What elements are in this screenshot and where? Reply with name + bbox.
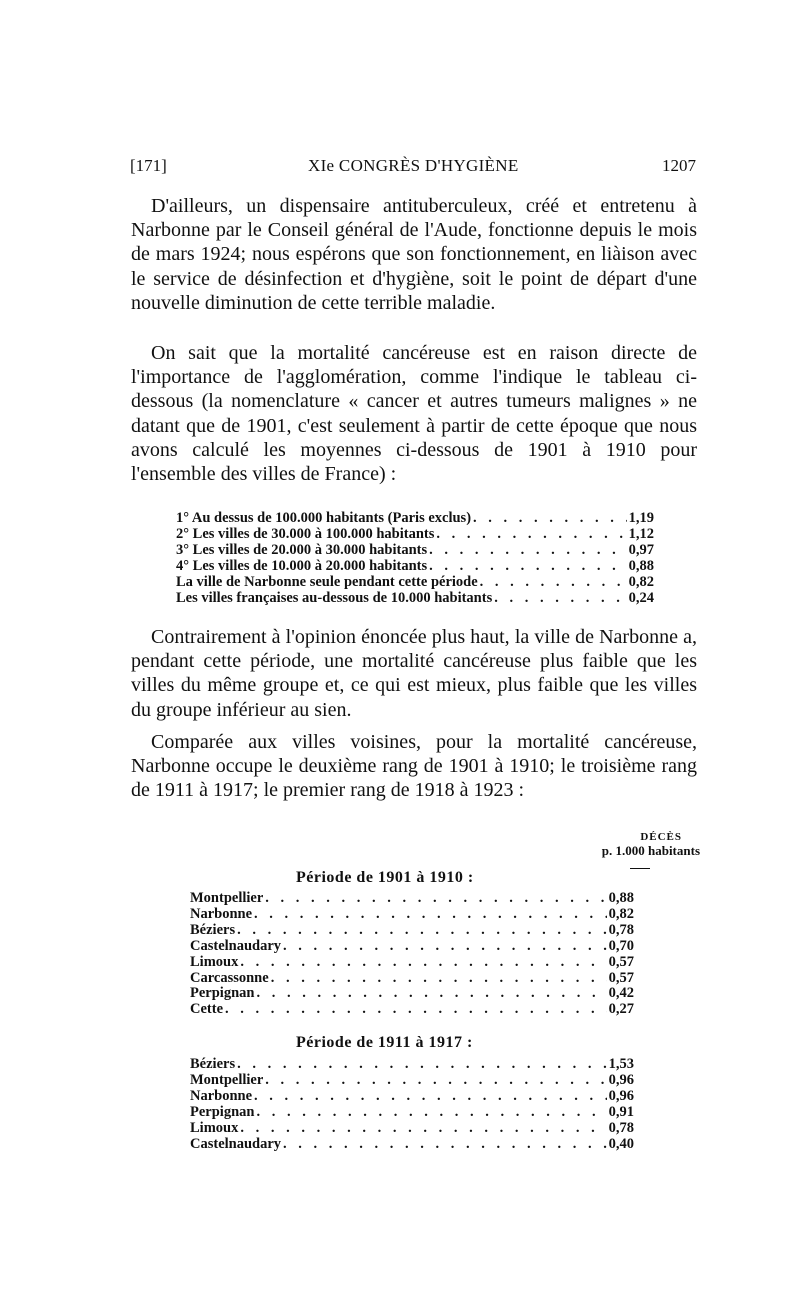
table-row: Narbonne . . . 0,82 <box>190 907 634 923</box>
deces-label: DÉCÈS <box>640 831 682 843</box>
france-mortality-table <box>176 511 654 606</box>
table-row: Narbonne . . . 0,96 <box>190 1089 634 1105</box>
deces-divider <box>630 868 650 869</box>
table-row: Cette . . . 0,27 <box>190 1002 634 1018</box>
deces-unit: p. 1.000 habitants <box>601 843 700 858</box>
table-row: Les villes françaises au-dessous de 10.000 habitants . . . 0,24 <box>176 591 654 607</box>
header-page-number: 1207 <box>662 156 696 175</box>
table-row: 1° Au dessus de 100.000 habitants (Paris exclus) . . . 1,19 <box>176 511 654 527</box>
period-1911-1917-table <box>190 1057 634 1152</box>
period-1901-1910-title: Période de 1901 à 1910 : <box>296 869 474 886</box>
table-row: Béziers . . . 0,78 <box>190 923 634 939</box>
table-row: Perpignan . . . 0,91 <box>190 1105 634 1121</box>
period-1901-1910-table <box>190 891 634 1018</box>
table-row: Perpignan . . . 0,42 <box>190 986 634 1002</box>
table-row: Carcassonne . . . 0,57 <box>190 971 634 987</box>
deces-column-header <box>540 830 700 872</box>
table-row: 2° Les villes de 30.000 à 100.000 habitants . . . 1,12 <box>176 527 654 543</box>
header-page-ref: [171] <box>130 156 167 175</box>
table-row: Limoux . . . 0,57 <box>190 955 634 971</box>
table-row: Castelnaudary . . . 0,70 <box>190 939 634 955</box>
paragraph-mortalite: On sait que la mortalité cancéreuse est en raison directe de l'importance de l'agglomération, comme l'indique le tableau ci-dessous (la nomenclature « cancer et autres tumeurs malignes » ne datant que de 1901, c'est seulement à partir de cette époque que nous avons calculé les moyennes ci-dessous de 1901 à 1910 pour l'ensemble des villes de France) : <box>131 342 697 486</box>
table-row: 3° Les villes de 20.000 à 30.000 habitants . . . 0,97 <box>176 543 654 559</box>
table-row: Béziers . . . 1,53 <box>190 1057 634 1073</box>
table-row: Montpellier . . . 0,88 <box>190 891 634 907</box>
paragraph-contrairement: Contrairement à l'opinion énoncée plus haut, la ville de Narbonne a, pendant cette période, une mortalité cancéreuse plus faible que les villes du même groupe et, ce qui est mieux, plus faible que les villes du groupe inférieur au sien. <box>131 626 697 721</box>
table-row: Montpellier . . . 0,96 <box>190 1073 634 1089</box>
period-1911-1917-title: Période de 1911 à 1917 : <box>296 1034 473 1051</box>
table-row: Castelnaudary . . . 0,40 <box>190 1137 634 1153</box>
page-header <box>130 156 696 180</box>
table-row: 4° Les villes de 10.000 à 20.000 habitants . . . 0,88 <box>176 559 654 575</box>
paragraph-dispensaire: D'ailleurs, un dispensaire antituberculeux, créé et entretenu à Narbonne par le Conseil général de l'Aude, fonctionne depuis le mois de mars 1924; nous espérons que son fonctionnement, en liàison avec le service de désinfection et d'hygiène, soit le point de départ d'une nouvelle diminution de cette terrible maladie. <box>131 195 697 314</box>
header-title: XIe CONGRÈS D'HYGIÈNE <box>308 156 519 175</box>
table-row: Limoux . . . 0,78 <box>190 1121 634 1137</box>
paragraph-comparee: Comparée aux villes voisines, pour la mortalité cancéreuse, Narbonne occupe le deuxième rang de 1901 à 1910; le troisième rang de 1911 à 1917; le premier rang de 1918 à 1923 : <box>131 731 697 802</box>
table-row: La ville de Narbonne seule pendant cette période . . . 0,82 <box>176 575 654 591</box>
